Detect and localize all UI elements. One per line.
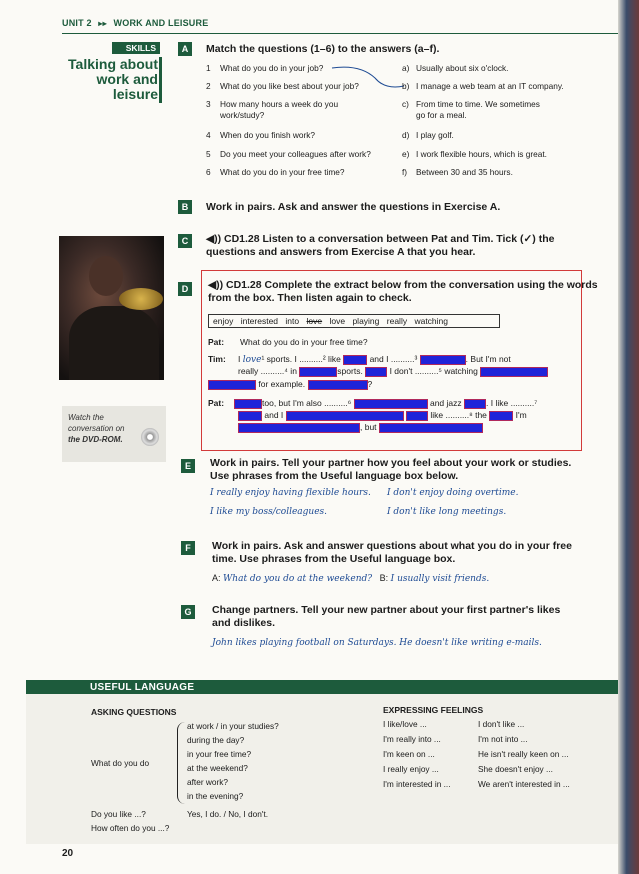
redaction-block — [299, 367, 337, 377]
redaction-block — [480, 367, 548, 377]
word: into — [285, 316, 300, 326]
exercise-letter-c: C — [178, 234, 192, 248]
dialogue-line: really ..........⁴ in sports. I don't ..........⁵ watching — [238, 366, 548, 377]
redaction-block — [308, 380, 368, 390]
page-number: 20 — [62, 848, 74, 859]
speaker-pat: Pat: — [208, 337, 225, 347]
word: watching — [414, 316, 449, 326]
skills-title-line: Talking about — [68, 56, 158, 72]
question-row: 6 What do you do in your free time? — [206, 167, 345, 177]
exercise-letter-f: F — [181, 541, 195, 555]
unit-label: UNIT 2 — [62, 18, 92, 28]
unit-header — [62, 18, 208, 28]
question-row: 3 How many hours a week do you — [206, 99, 339, 109]
positive-phrases: I like/love ... I'm really into ... I'm keen on ... I really enjoy ... I'm interested in ... — [383, 719, 451, 789]
unit-title: WORK AND LEISURE — [113, 18, 209, 28]
redaction-block — [343, 355, 367, 365]
what-do-you-do-text: What do you do — [91, 758, 150, 768]
answer-row: go for a meal. — [416, 110, 467, 120]
dialogue-line: , but — [238, 422, 483, 433]
redaction-block — [420, 355, 466, 365]
skills-title-line: leisure — [112, 86, 158, 102]
exercise-b-heading: Work in pairs. Ask and answer the questions in Exercise A. — [206, 201, 501, 213]
redaction-block — [234, 399, 262, 409]
handwritten-answer: love — [242, 355, 262, 365]
redaction-block — [406, 411, 428, 421]
word: really — [386, 316, 408, 326]
dvd-caption: Watch the conversation on the DVD-ROM. — [68, 413, 125, 444]
example-phrase: I really enjoy having flexible hours. — [210, 488, 371, 498]
question-option: at work / in your studies? during the day? in your free time? at the weekend? after work? in the evening? — [187, 721, 279, 801]
word: interested — [240, 316, 279, 326]
example-phrase: John likes playing football on Saturdays. He doesn't like writing e-mails. — [212, 638, 542, 648]
word-box — [208, 314, 500, 328]
exercise-letter-g: G — [181, 605, 195, 619]
skills-title-line: work and — [96, 71, 158, 87]
question-row: 4 When do you finish work? — [206, 130, 316, 140]
answer-row: a) Usually about six o'clock. — [402, 63, 509, 73]
example-phrase: I don't like long meetings. — [387, 507, 507, 517]
redaction-block — [489, 411, 513, 421]
match-line-drawing — [330, 62, 410, 94]
exercise-g-heading: Change partners. Tell your new partner about your first partner's likes and dislikes. — [212, 604, 561, 629]
word: enjoy — [213, 316, 234, 326]
expressing-feelings-title: EXPRESSING FEELINGS — [383, 705, 484, 715]
speaker-tim: Tim: — [208, 354, 226, 364]
do-you-like-answer: Yes, I do. / No, I don't. — [187, 809, 269, 819]
exercise-letter-e: E — [181, 459, 195, 473]
brace — [177, 722, 187, 804]
dialogue-line: and I like ..........⁸ the I'm — [238, 410, 527, 421]
exercise-letter-d: D — [178, 282, 192, 296]
asking-questions-title: ASKING QUESTIONS — [91, 707, 177, 717]
disc-icon — [141, 428, 159, 446]
answer-row: e) I work flexible hours, which is great. — [402, 149, 547, 159]
dialogue-example: A: What do you do at the weekend? B: I usually visit friends. — [212, 573, 490, 584]
skills-title — [62, 57, 158, 102]
answer-row: b) I manage a web team at an IT company. — [402, 81, 564, 91]
word-crossed-out: love — [306, 316, 323, 326]
dialogue-line: I love¹ sports. I ..........² like and I ..........³ . But I'm not — [238, 354, 511, 365]
answer-row: f) Between 30 and 35 hours. — [402, 167, 513, 177]
exercise-f-heading: Work in pairs. Ask and answer questions about what you do in your free time. Use phrases from the Useful language box. — [212, 540, 572, 565]
example-phrase: I like my boss/colleagues. — [210, 507, 328, 517]
negative-phrases: I don't like ... I'm not into ... He isn't really keen on ... She doesn't enjoy ... We aren't interested in ... — [478, 719, 570, 789]
page-edge — [618, 0, 639, 874]
redaction-block — [354, 399, 428, 409]
redaction-block — [238, 423, 360, 433]
exercise-d-heading: ◀)) CD1.28 Complete the extract below from the conversation using the words from the box. Then listen again to check. — [208, 279, 598, 304]
redaction-block — [286, 411, 404, 421]
example-phrase: I don't enjoy doing overtime. — [387, 488, 519, 498]
exercise-e-heading: Work in pairs. Tell your partner how you feel about your work or studies. Use phrases from the Useful language box below. — [210, 457, 572, 482]
dialogue-line: too, but I'm also ..........⁶ and jazz . I like ..........⁷ — [234, 398, 537, 409]
skills-bar — [159, 57, 162, 103]
answer-row: d) I play golf. — [402, 130, 454, 140]
exercise-letter-b: B — [178, 200, 192, 214]
question-row: 5 Do you meet your colleagues after work? — [206, 149, 371, 159]
redaction-block — [379, 423, 483, 433]
useful-language-title: USEFUL LANGUAGE — [90, 682, 195, 693]
question-row: 1 What do you do in your job? — [206, 63, 324, 73]
redaction-block — [238, 411, 262, 421]
answer-row: c) From time to time. We sometimes — [402, 99, 540, 109]
speaker-pat: Pat: — [208, 398, 225, 408]
skills-tag: SKILLS — [112, 42, 160, 54]
question-row: 2 What do you like best about your job? — [206, 81, 359, 91]
word: playing — [352, 316, 380, 326]
exercise-c-heading: ◀)) CD1.28 Listen to a conversation between Pat and Tim. Tick (✓) the questions and answers from Exercise A that you hear. — [206, 233, 555, 258]
do-you-like-text: Do you like ...? — [91, 809, 146, 819]
redaction-block — [464, 399, 486, 409]
exercise-letter-a: A — [178, 42, 192, 56]
exercise-a-heading: Match the questions (1–6) to the answers (a–f). — [206, 43, 440, 55]
question-row: work/study? — [220, 110, 265, 120]
dialogue-line: What do you do in your free time? — [240, 337, 368, 347]
word: love — [329, 316, 346, 326]
trumpet-player-photo — [59, 236, 164, 380]
how-often-text: How often do you ...? — [91, 823, 170, 833]
redaction-block — [208, 380, 256, 390]
redaction-block — [365, 367, 387, 377]
dialogue-line: for example. ? — [208, 379, 372, 390]
unit-arrows: ▸▸ — [98, 19, 107, 28]
header-rule — [62, 33, 618, 34]
